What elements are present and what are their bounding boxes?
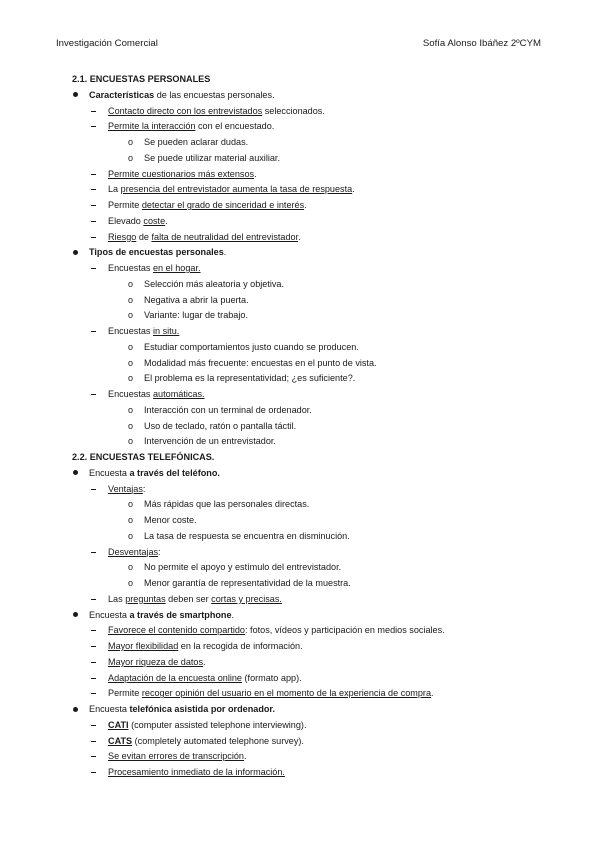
line-text [108,198,307,212]
bullet-dot-icon [73,92,78,97]
text-run: automáticas. [153,389,205,399]
text-run: presencia del entrevistador aumenta la tasa de respuesta [120,184,353,195]
line-text [89,608,234,622]
bullet-circle-icon: o [128,562,134,573]
text-run: Encuestas [108,389,153,399]
bullet-dash-icon [91,662,96,663]
line-text [108,482,145,496]
text-run: Se puede utilizar material auxiliar. [144,152,280,163]
line-text [144,513,197,527]
line-text [89,702,275,716]
bullet-circle-icon: o [128,499,134,510]
bullet-dash-icon [91,725,96,726]
line-text [144,293,249,307]
line-text [108,765,285,779]
text-run: CATS [108,735,133,746]
text-run: . [203,656,206,667]
bullet-dash-icon [91,268,96,269]
text-run: Desventajas [108,546,159,557]
line-text [89,466,220,480]
line-text [144,529,350,543]
text-run: seleccionados. [262,105,325,116]
bullet-dot-icon [73,612,78,617]
text-run: en la recogida de información. [178,641,303,651]
text-run: Tipos de encuestas personales [89,247,224,258]
text-run: Estudiar comportamientos justo cuando se producen. [144,341,359,352]
text-run: falta de neutralidad del entrevistador [151,231,299,242]
text-run: a través del teléfono. [129,467,220,478]
text-run: Las [108,593,126,604]
text-run: Encuestas [108,263,153,273]
bullet-circle-icon: o [128,341,134,352]
text-run: Permite [108,688,142,699]
line-text [144,356,377,370]
bullet-dash-icon [91,489,96,490]
bullet-dash-icon [91,221,96,222]
line-text [144,340,359,354]
line-text [108,639,303,653]
text-run: Interacción con un terminal de ordenador. [144,404,312,415]
bullet-dash-icon [91,189,96,190]
bullet-dash-icon [91,205,96,206]
line-text [108,182,355,196]
text-run: Intervención de un entrevistador. [144,436,276,447]
bullet-dash-icon [91,237,96,238]
line-text [89,245,226,259]
bullet-circle-icon: o [128,373,134,384]
line-text [72,72,210,86]
line-text [108,167,257,181]
text-run: . [298,231,301,242]
text-run: . [243,751,247,762]
text-run: Menor coste. [144,515,197,525]
bullet-dash-icon [91,126,96,127]
line-text [108,261,201,275]
text-run: : fotos, vídeos y participación en medios sociales. [245,625,445,636]
line-text [108,734,304,748]
text-run: . [165,215,168,226]
bullet-circle-icon: o [128,152,134,163]
text-run: Contacto directo con los entrevistados [108,105,263,116]
bullet-circle-icon: o [128,278,134,289]
text-run: . [431,688,434,699]
text-run: La tasa de respuesta se encuentra en disminución. [144,530,350,541]
bullet-circle-icon: o [128,420,134,431]
header-right-author: Sofía Alonso Ibáñez 2ºCYM [422,38,541,49]
bullet-circle-icon: o [128,404,134,415]
text-run: CATI [108,719,129,730]
text-run: (formato app). [241,672,302,683]
line-text [144,151,280,165]
bullet-circle-icon: o [128,357,134,368]
text-run: : [142,483,146,494]
bullet-circle-icon: o [128,578,134,588]
line-text [108,230,301,244]
line-text [144,419,296,433]
text-run: (completely automated telephone survey). [132,735,304,746]
text-run: Mayor riqueza de datos [108,656,204,667]
text-run: Elevado [108,215,144,226]
line-text [89,88,275,102]
bullet-circle-icon: o [128,436,134,447]
text-run: preguntas [125,593,166,604]
bullet-dash-icon [91,741,96,742]
line-text [144,403,312,417]
header-left-title: Investigación Comercial [56,38,158,49]
text-run: . [254,168,257,179]
bullet-circle-icon: o [128,515,134,525]
text-run: (computer assisted telephone interviewing). [128,719,307,730]
text-run: Variante: lugar de trabajo. [144,310,248,321]
bullet-dash-icon [91,111,96,112]
text-run: Mayor flexibilidad [108,641,179,651]
text-run: de las encuestas personales. [154,89,275,100]
text-run: La [108,184,121,195]
line-text [144,434,276,448]
bullet-dash-icon [91,174,96,175]
line-text [108,655,206,669]
text-run: . [304,200,307,210]
bullet-dash-icon [91,331,96,332]
bullet-circle-icon: o [128,294,134,305]
text-run: . [223,247,227,258]
line-text [108,119,274,133]
text-run: in situ. [153,326,180,336]
bullet-dash-icon [91,394,96,395]
line-text [144,371,355,385]
bullet-circle-icon: o [128,137,134,147]
bullet-dash-icon [91,693,96,694]
text-run: recoger opinión del usuario en el momento de la experiencia de compra [141,688,432,699]
text-run: Favorece el contenido compartido [108,625,245,636]
bullet-dash-icon [91,552,96,553]
text-run: No permite el apoyo y estímulo del entrevistador. [144,562,342,573]
bullet-circle-icon: o [128,530,134,541]
bullet-dash-icon [91,599,96,600]
text-run: Permite la interacción [108,121,196,132]
text-run: Encuesta [89,609,130,620]
line-text [108,387,205,401]
text-run: de [136,231,152,242]
text-run: Se pueden aclarar dudas. [144,137,249,147]
line-text [144,560,341,574]
text-run: Procesamiento inmediato de la información. [108,767,285,777]
line-text [108,671,302,685]
line-text [108,686,434,700]
text-run: Permite [108,200,142,210]
line-text [108,104,325,118]
line-text [108,214,168,228]
line-text [108,592,282,606]
text-run: . [352,184,355,195]
text-run: telefónica asistida por ordenador. [129,704,275,714]
text-run: Encuesta [89,467,130,478]
line-text [144,277,284,291]
text-run: Riesgo [108,231,137,242]
bullet-dash-icon [91,646,96,647]
text-run: : [158,546,161,557]
text-run: Más rápidas que las personales directas. [144,499,310,510]
text-run: 2.2. ENCUESTAS TELEFÓNICAS. [72,452,215,462]
bullet-dot-icon [73,470,78,475]
line-text [108,324,179,338]
bullet-dot-icon [73,250,78,255]
text-run: Negativa a abrir la puerta. [144,294,249,305]
text-run: Uso de teclado, ratón o pantalla táctil. [144,420,297,431]
text-run: El problema es la representatividad; ¿es suficiente?. [144,373,356,384]
bullet-circle-icon: o [128,310,134,321]
line-text [144,135,248,149]
line-text [144,576,351,590]
text-run: cortas y precisas. [211,593,282,604]
line-text [108,623,445,637]
line-text [108,749,247,763]
text-run: Adaptación de la encuesta online [108,672,242,683]
text-run: . [231,609,235,620]
text-run: Se evitan errores de transcripción [108,751,244,762]
text-run: deben ser [165,593,212,604]
text-run: con el encuestado. [195,121,275,132]
text-run: Encuesta [89,704,130,714]
text-run: a través de smartphone [129,609,232,620]
text-run: Selección más aleatoria y objetiva. [144,278,285,289]
bullet-dot-icon [73,707,78,712]
line-text [108,545,161,559]
line-text [144,308,248,322]
bullet-dash-icon [91,630,96,631]
text-run: detectar el grado de sinceridad e interés [141,200,305,210]
text-run: coste [143,215,166,226]
bullet-dash-icon [91,772,96,773]
bullet-dash-icon [91,756,96,757]
text-run: Modalidad más frecuente: encuestas en el punto de vista. [144,357,377,368]
text-run: Encuestas [108,326,153,336]
text-run: Permite cuestionarios más extensos [108,168,255,179]
text-run: 2.1. ENCUESTAS PERSONALES [72,74,211,84]
line-text [108,718,306,732]
line-text [144,497,309,511]
line-text [72,450,214,464]
text-run: en el hogar. [153,263,201,273]
text-run: Menor garantía de representatividad de la muestra. [144,578,351,588]
text-run: Ventajas [108,483,143,494]
bullet-dash-icon [91,678,96,679]
text-run: Características [89,89,155,100]
